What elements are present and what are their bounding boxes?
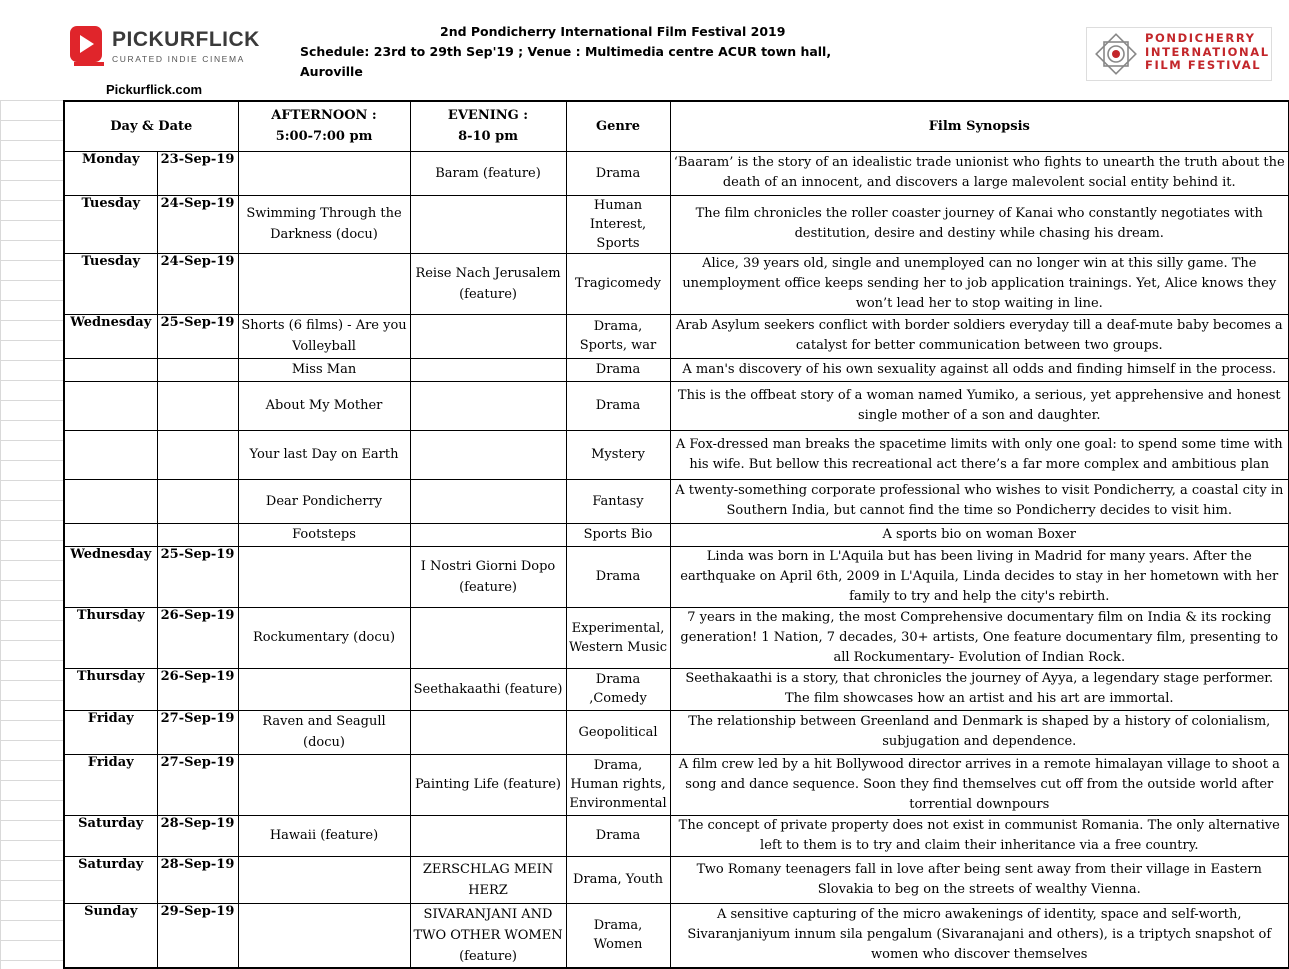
- cell-day: Thursday: [64, 668, 157, 710]
- cell-date: 24-Sep-19: [157, 195, 238, 253]
- cell-synopsis: Alice, 39 years old, single and unemployed can no longer win at this silly game. The unemployment office keeps sending her to job application trainings. Yet, Alice knows they won’t lead her to stop waiting in line.: [670, 253, 1289, 314]
- cell-evening: Reise Nach Jerusalem (feature): [410, 253, 566, 314]
- pickurflick-logo-icon: [68, 24, 108, 70]
- cell-synopsis: A sensitive capturing of the micro awakenings of identity, space and self-worth, Sivaranjaniyum innum sila pengalum (Sivaranajani and others), is a triptych snapshot of women who discover themselves: [670, 903, 1289, 968]
- cell-evening: [410, 479, 566, 523]
- table-header-row: [64, 101, 1289, 151]
- header: [0, 0, 1289, 100]
- table-row: [64, 754, 1289, 815]
- cell-day: Friday: [64, 754, 157, 815]
- cell-synopsis: Arab Asylum seekers conflict with border soldiers everyday till a deaf-mute baby becomes a catalyst for better communication between two groups.: [670, 314, 1289, 358]
- cell-genre: Sports Bio: [566, 523, 670, 546]
- table-row: [64, 607, 1289, 668]
- cell-evening: Seethakaathi (feature): [410, 668, 566, 710]
- cell-date: [157, 523, 238, 546]
- cell-date: 27-Sep-19: [157, 754, 238, 815]
- festival-logo-word-1: PONDICHERRY: [1145, 31, 1256, 45]
- cell-day: Tuesday: [64, 253, 157, 314]
- cell-afternoon: [238, 754, 410, 815]
- cell-day: [64, 479, 157, 523]
- cell-afternoon: [238, 903, 410, 968]
- cell-day: [64, 430, 157, 479]
- cell-evening: [410, 358, 566, 381]
- festival-schedule: Schedule: 23rd to 29th Sep'19 ; Venue : Multimedia centre ACUR town hall, Auroville: [300, 44, 832, 79]
- festival-logo-words: [1145, 32, 1270, 73]
- cell-day: Wednesday: [64, 546, 157, 607]
- cell-genre: Mystery: [566, 430, 670, 479]
- cell-synopsis: The film chronicles the roller coaster journey of Kanai who constantly negotiates with destitution, desire and destiny while chasing his dream.: [670, 195, 1289, 253]
- cell-day: Friday: [64, 710, 157, 754]
- cell-synopsis: A man's discovery of his own sexuality against all odds and finding himself in the process.: [670, 358, 1289, 381]
- festival-emblem-icon: [1093, 31, 1139, 77]
- cell-date: 27-Sep-19: [157, 710, 238, 754]
- festival-title-block: [300, 22, 840, 82]
- table-row: [64, 856, 1289, 903]
- brand-name: PICKURFLICK: [112, 28, 260, 51]
- cell-genre: Drama: [566, 546, 670, 607]
- cell-evening: SIVARANJANI AND TWO OTHER WOMEN (feature): [410, 903, 566, 968]
- cell-synopsis: Two Romany teenagers fall in love after being sent away from their village in Eastern Slovakia to beg on the streets of wealthy Vienna.: [670, 856, 1289, 903]
- cell-date: 28-Sep-19: [157, 856, 238, 903]
- header-afternoon-time: 5:00-7:00 pm: [275, 129, 373, 145]
- cell-afternoon: [238, 546, 410, 607]
- cell-day: [64, 358, 157, 381]
- header-evening: [410, 101, 566, 151]
- table-row: [64, 314, 1289, 358]
- cell-date: 24-Sep-19: [157, 253, 238, 314]
- cell-synopsis: 7 years in the making, the most Comprehensive documentary film on India & its rocking generation! 1 Nation, 7 decades, 30+ artists, One feature documentary film, presenting to all Rockumentary- Evolution of Indian Rock.: [670, 607, 1289, 668]
- table-row: [64, 151, 1289, 195]
- cell-synopsis: A Fox-dressed man breaks the spacetime limits with only one goal: to spend some time with his wife. But bellow this recreational act there’s a far more complex and ambitious plan: [670, 430, 1289, 479]
- header-synopsis: Film Synopsis: [670, 101, 1289, 151]
- table-row: [64, 523, 1289, 546]
- cell-date: 23-Sep-19: [157, 151, 238, 195]
- schedule-rows: [64, 151, 1289, 968]
- table-row: [64, 195, 1289, 253]
- header-evening-label: EVENING :: [447, 108, 529, 124]
- cell-afternoon: [238, 668, 410, 710]
- cell-genre: Human Interest, Sports: [566, 195, 670, 253]
- cell-genre: Tragicomedy: [566, 253, 670, 314]
- cell-synopsis: Linda was born in L'Aquila but has been living in Madrid for many years. After the earthquake on April 6th, 2009 in L'Aquila, Linda decides to stay in her hometown with her family to try and help the city's rebirth.: [670, 546, 1289, 607]
- cell-afternoon: [238, 253, 410, 314]
- cell-day: Wednesday: [64, 314, 157, 358]
- cell-day: Thursday: [64, 607, 157, 668]
- cell-genre: Drama, Sports, war: [566, 314, 670, 358]
- cell-genre: Fantasy: [566, 479, 670, 523]
- cell-synopsis: ‘Baaram’ is the story of an idealistic trade unionist who fights to unearth the truth about the death of an innocent, and discovers a large malevolent social entity behind it.: [670, 151, 1289, 195]
- header-day-date: Day & Date: [64, 101, 238, 151]
- header-afternoon: [238, 101, 410, 151]
- festival-logo-word-2: INTERNATIONAL: [1145, 44, 1270, 59]
- cell-evening: [410, 195, 566, 253]
- cell-synopsis: A film crew led by a hit Bollywood director arrives in a remote himalayan village to shoot a song and dance sequence. Soon they find themselves cut off from the outside world after torrential downpours: [670, 754, 1289, 815]
- cell-genre: Drama: [566, 358, 670, 381]
- cell-genre: Drama ,Comedy: [566, 668, 670, 710]
- pickurflick-logo[interactable]: [68, 22, 260, 70]
- cell-afternoon: About My Mother: [238, 381, 410, 430]
- table-row: [64, 430, 1289, 479]
- cell-synopsis: This is the offbeat story of a woman named Yumiko, a serious, yet apprehensive and honest single mother of a son and daughter.: [670, 381, 1289, 430]
- cell-genre: Experimental, Western Music: [566, 607, 670, 668]
- cell-synopsis: The relationship between Greenland and Denmark is shaped by a history of colonialism, subjugation and dependence.: [670, 710, 1289, 754]
- cell-evening: [410, 607, 566, 668]
- cell-day: Monday: [64, 151, 157, 195]
- cell-genre: Drama: [566, 815, 670, 856]
- cell-date: 29-Sep-19: [157, 903, 238, 968]
- cell-afternoon: Footsteps: [238, 523, 410, 546]
- table-row: [64, 253, 1289, 314]
- cell-genre: Drama, Youth: [566, 856, 670, 903]
- table-row: [64, 381, 1289, 430]
- schedule-table: [63, 100, 1289, 969]
- cell-afternoon: Raven and Seagull (docu): [238, 710, 410, 754]
- cell-afternoon: Shorts (6 films) - Are you Volleyball: [238, 314, 410, 358]
- cell-evening: [410, 815, 566, 856]
- cell-afternoon: Dear Pondicherry: [238, 479, 410, 523]
- cell-evening: [410, 381, 566, 430]
- cell-date: [157, 479, 238, 523]
- header-genre: Genre: [566, 101, 670, 151]
- cell-evening: ZERSCHLAG MEIN HERZ: [410, 856, 566, 903]
- cell-day: [64, 381, 157, 430]
- cell-genre: Drama, Human rights, Environmental: [566, 754, 670, 815]
- cell-afternoon: Your last Day on Earth: [238, 430, 410, 479]
- cell-evening: [410, 430, 566, 479]
- cell-date: [157, 381, 238, 430]
- cell-evening: Baram (feature): [410, 151, 566, 195]
- table-row: [64, 358, 1289, 381]
- cell-date: 28-Sep-19: [157, 815, 238, 856]
- cell-evening: [410, 314, 566, 358]
- cell-day: [64, 523, 157, 546]
- cell-date: [157, 430, 238, 479]
- cell-date: 26-Sep-19: [157, 668, 238, 710]
- cell-day: Sunday: [64, 903, 157, 968]
- cell-genre: Geopolitical: [566, 710, 670, 754]
- festival-logo-word-3: FILM FESTIVAL: [1145, 58, 1262, 72]
- brand-tagline: CURATED INDIE CINEMA: [112, 54, 245, 64]
- table-row: [64, 710, 1289, 754]
- cell-date: [157, 358, 238, 381]
- table-row: [64, 903, 1289, 968]
- header-afternoon-label: AFTERNOON :: [271, 108, 377, 124]
- festival-logo: [1086, 27, 1272, 81]
- cell-day: Tuesday: [64, 195, 157, 253]
- cell-afternoon: [238, 151, 410, 195]
- cell-date: 25-Sep-19: [157, 314, 238, 358]
- site-link[interactable]: Pickurflick.com: [106, 82, 203, 97]
- cell-genre: Drama: [566, 151, 670, 195]
- cell-genre: Drama: [566, 381, 670, 430]
- cell-date: 25-Sep-19: [157, 546, 238, 607]
- table-row: [64, 546, 1289, 607]
- cell-afternoon: Hawaii (feature): [238, 815, 410, 856]
- cell-date: 26-Sep-19: [157, 607, 238, 668]
- cell-synopsis: Seethakaathi is a story, that chronicles the journey of Ayya, a legendary stage performer. The film showcases how an artist and his art are immortal.: [670, 668, 1289, 710]
- cell-evening: Painting Life (feature): [410, 754, 566, 815]
- cell-synopsis: The concept of private property does not exist in communist Romania. The only alternative left to them is to try and claim their inheritance via a free country.: [670, 815, 1289, 856]
- table-row: [64, 668, 1289, 710]
- cell-afternoon: Miss Man: [238, 358, 410, 381]
- cell-day: Saturday: [64, 815, 157, 856]
- cell-evening: [410, 523, 566, 546]
- cell-genre: Drama, Women: [566, 903, 670, 968]
- table-row: [64, 479, 1289, 523]
- cell-afternoon: Swimming Through the Darkness (docu): [238, 195, 410, 253]
- festival-title: 2nd Pondicherry International Film Festival 2019: [440, 24, 786, 39]
- table-row: [64, 815, 1289, 856]
- cell-afternoon: Rockumentary (docu): [238, 607, 410, 668]
- cell-day: Saturday: [64, 856, 157, 903]
- cell-afternoon: [238, 856, 410, 903]
- header-evening-time: 8-10 pm: [458, 129, 518, 145]
- cell-synopsis: A twenty-something corporate professional who wishes to visit Pondicherry, a coastal city in Southern India, but cannot find the time so Pondicherry decides to visit him.: [670, 479, 1289, 523]
- cell-synopsis: A sports bio on woman Boxer: [670, 523, 1289, 546]
- cell-evening: [410, 710, 566, 754]
- cell-evening: I Nostri Giorni Dopo (feature): [410, 546, 566, 607]
